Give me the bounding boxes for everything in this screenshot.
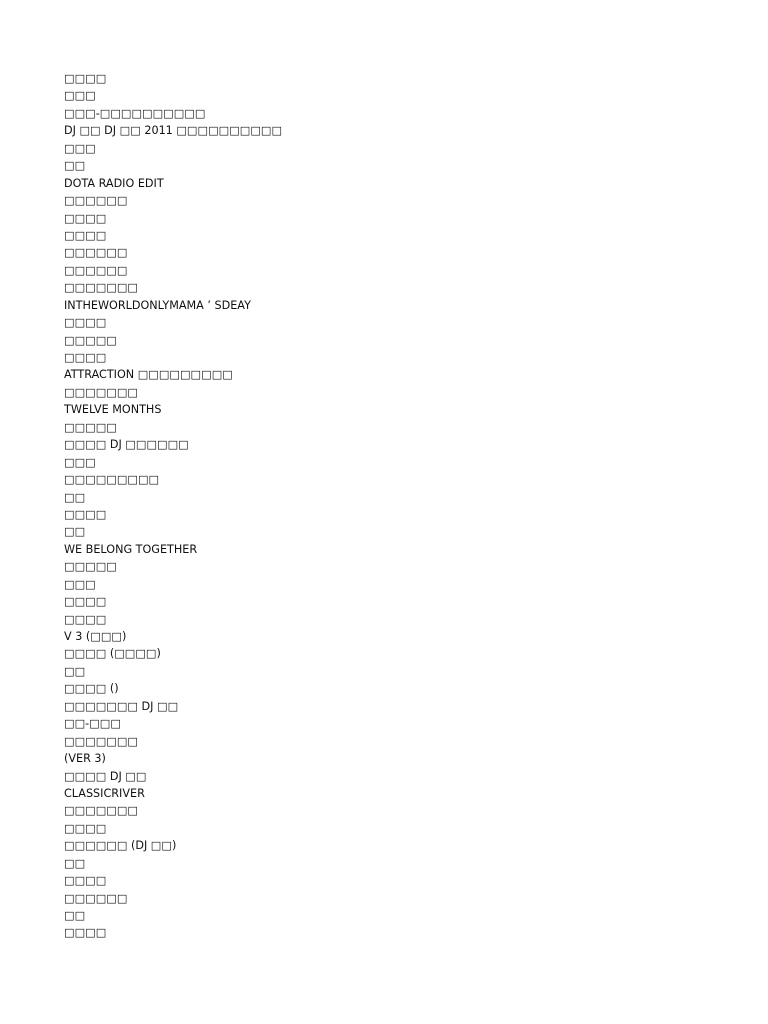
song-title-line: □□: [64, 909, 86, 922]
song-title-line: DJ □□ DJ □□ 2011 □□□□□□□□□□: [64, 124, 283, 138]
song-title-line: □□□□ (): [64, 682, 119, 696]
song-title-line: □□-□□□: [64, 717, 121, 731]
song-title-line: □□□□: [64, 595, 107, 609]
song-title-line: □□□□□□ (DJ □□): [64, 839, 177, 853]
song-title-line: □□□□: [64, 211, 107, 225]
song-title-line: □□□□: [64, 316, 107, 330]
song-title-line: □□□□□: [64, 560, 117, 574]
song-title-line: □□□□□: [64, 333, 117, 347]
song-title-line: □□□□: [64, 507, 107, 521]
song-title-line: □□□□: [64, 228, 107, 242]
song-title-list: [64, 70, 282, 942]
song-title-line: □□□□ DJ □□□□□□: [64, 438, 189, 452]
song-title-line: □□□□□□: [64, 194, 128, 208]
song-title-line: □□□□: [64, 926, 107, 940]
song-title-line: □□□□□□□: [64, 281, 138, 295]
song-title-line: □□□□ DJ □□: [64, 769, 147, 783]
song-title-line: CLASSICRIVER: [64, 786, 145, 800]
song-title-line: □□□□□□□: [64, 804, 138, 818]
song-title-line: □□□□□□: [64, 246, 128, 260]
song-title-line: □□□: [64, 455, 96, 469]
song-title-line: □□□□□□□: [64, 734, 138, 748]
song-title-line: □□: [64, 490, 86, 504]
song-title-line: DOTA RADIO EDIT: [64, 176, 164, 190]
song-title-line: □□: [64, 856, 86, 870]
song-title-line: □□□□□□□□□: [64, 473, 160, 487]
song-title-line: □□□□: [64, 351, 107, 364]
song-title-line: □□□□□□□: [64, 385, 138, 399]
song-title-line: □□□□: [64, 821, 107, 835]
song-title-line: □□□-□□□□□□□□□□: [64, 106, 206, 120]
song-title-line: □□□□□: [64, 420, 117, 434]
song-title-line: □□□: [64, 141, 96, 155]
song-title-line: TWELVE MONTHS: [64, 403, 162, 417]
song-title-line: □□□: [64, 577, 96, 591]
song-title-line: □□□□□□□ DJ □□: [64, 699, 179, 713]
song-title-line: □□□□: [64, 612, 107, 626]
song-title-line: □□□□: [64, 874, 107, 888]
song-title-line: (VER 3): [64, 752, 106, 766]
song-title-line: WE BELONG TOGETHER: [64, 542, 198, 556]
song-title-line: □□: [64, 664, 86, 678]
song-title-line: □□: [64, 159, 86, 173]
song-title-line: □□□□ (□□□□): [64, 647, 161, 661]
song-title-line: V 3 (□□□): [64, 630, 127, 643]
song-title-line: □□□□□□: [64, 891, 128, 905]
song-title-line: ATTRACTION □□□□□□□□□: [64, 368, 233, 382]
song-title-line: □□□: [64, 89, 96, 103]
song-title-line: INTHEWORLDONLYMAMA ’ SDEAY: [64, 298, 251, 312]
song-title-line: □□□□□□: [64, 263, 128, 277]
song-title-line: □□: [64, 525, 86, 539]
song-title-line: □□□□: [64, 72, 107, 85]
